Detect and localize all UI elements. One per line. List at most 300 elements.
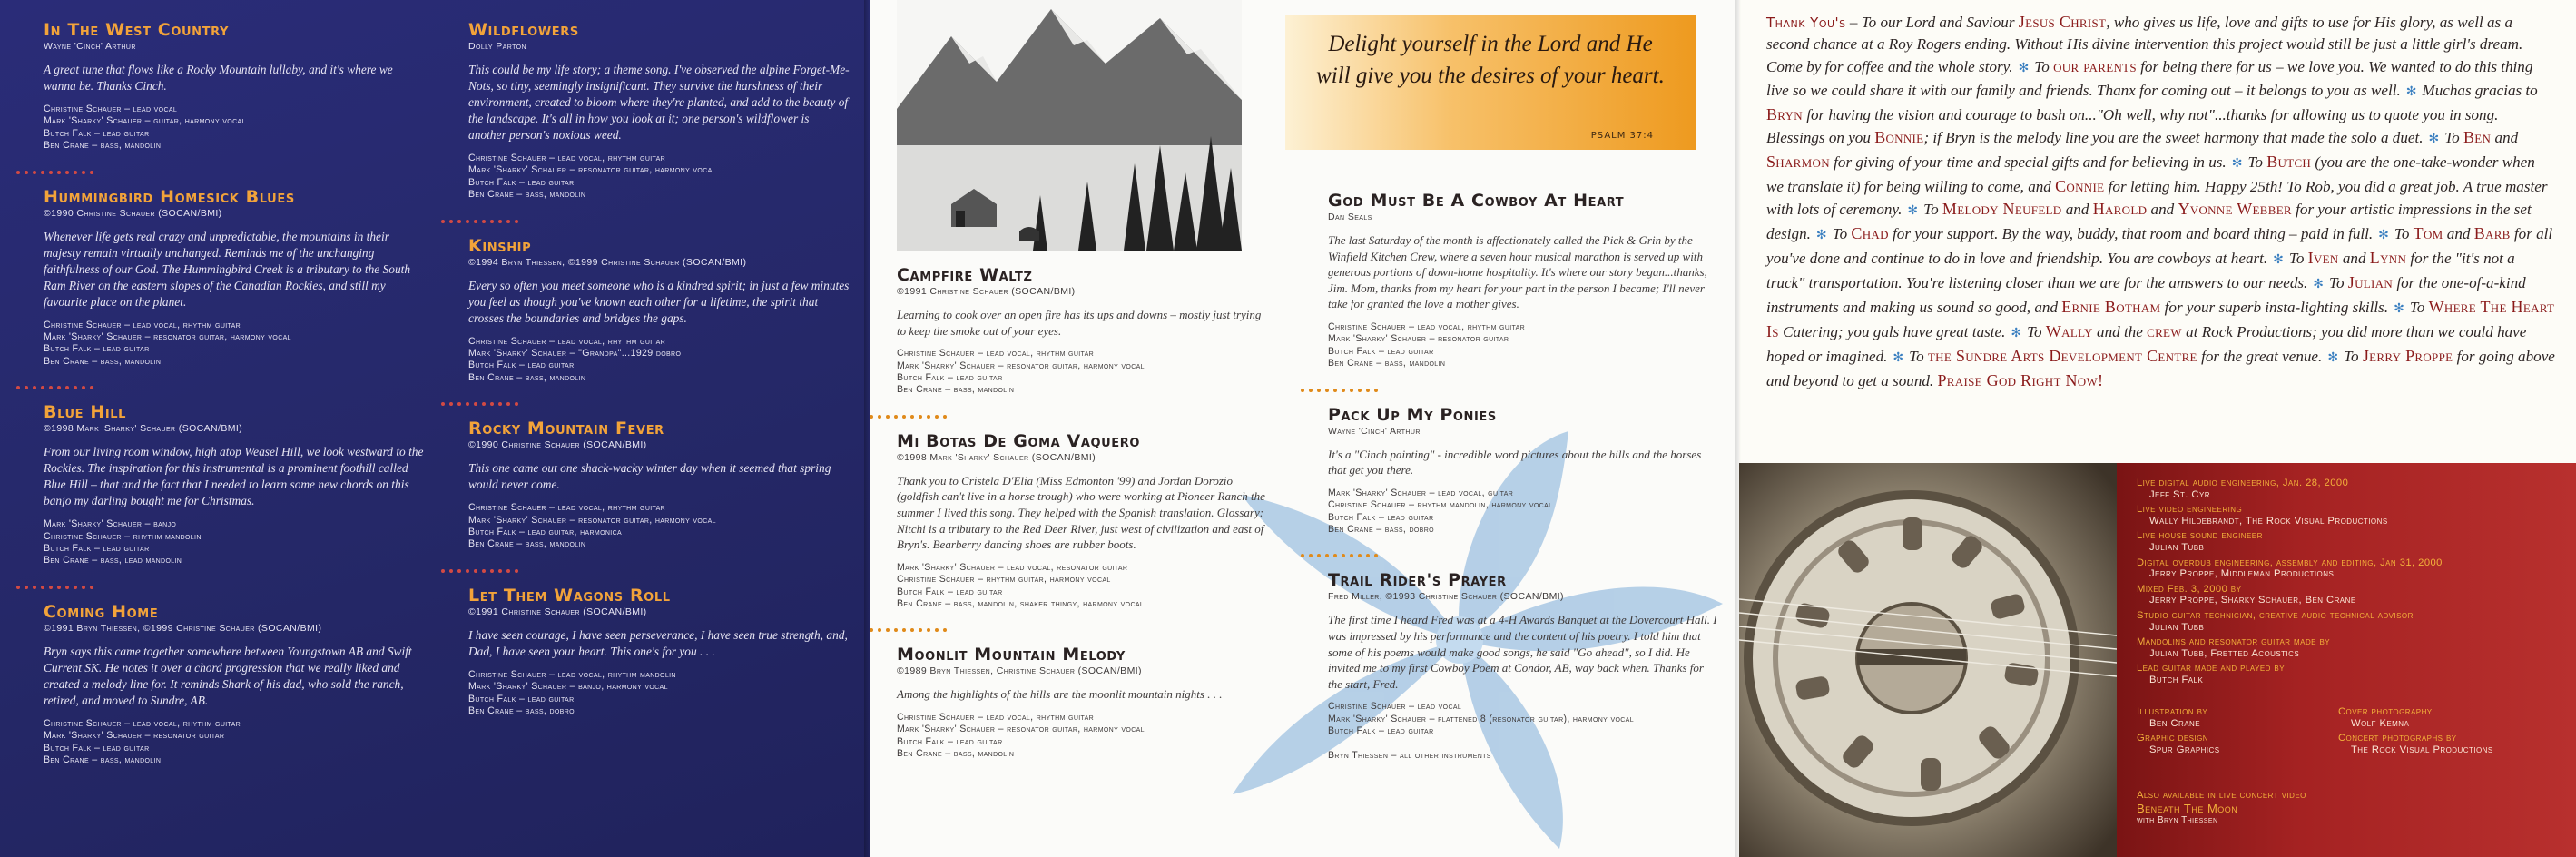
thanks-text: To xyxy=(2027,323,2046,340)
song-lineup xyxy=(897,712,1269,761)
divider-dot xyxy=(1301,554,1304,557)
song-title: Moonlit Mountain Melody xyxy=(897,645,1126,665)
divider-dot xyxy=(449,220,453,223)
divider-dot xyxy=(82,386,85,389)
dotted-divider xyxy=(16,378,425,392)
song-description: From our living room window, high atop Weasel Hill, we look westward to the Rockies. The inspiration for this instrumental is a prominent foothill called Blue Hill – that and the fact that I needed to learn some new chords on this banjo my darling bought me for Christmas. xyxy=(44,445,424,508)
lineup-line: Butch Falk – lead guitar xyxy=(897,372,1003,383)
divider-dot xyxy=(1317,554,1321,557)
divider-dot xyxy=(1366,554,1370,557)
song-block xyxy=(1328,570,1718,762)
snowflake-icon: ✻ xyxy=(2394,302,2404,316)
navy-liner-panel xyxy=(0,0,870,857)
divider-dot xyxy=(1309,554,1313,557)
lineup-line: Christine Schauer – rhythm guitar, harmony vocal xyxy=(897,574,1111,586)
divider-dot xyxy=(498,569,502,573)
lineup-line: Christine Schauer – lead vocal, rhythm guitar xyxy=(897,348,1095,360)
thanked-name: Harold xyxy=(2092,200,2148,218)
thanks-text: for the "it's not a truck" transportation. You're listening closer than we are for the amswers to our needs. xyxy=(1766,250,2515,291)
song-description: This one came out one shack-wacky winter day when it seemed that spring would never come. xyxy=(468,461,831,492)
song-title: God Must Be A Cowboy At Heart xyxy=(1328,191,1625,211)
verse-reference: PSALM 37:4 xyxy=(1590,131,1654,141)
thanked-name: crew xyxy=(2147,322,2182,340)
credit-name: Julian Tubb, Fretted Acoustics xyxy=(2149,647,2300,659)
thanks-text: and xyxy=(2443,225,2474,242)
thanks-text: for going above and beyond to get a sound. xyxy=(1766,348,2555,389)
lineup-line: Butch Falk – lead guitar xyxy=(44,742,150,754)
dotted-divider xyxy=(16,577,425,592)
song-description: I have seen courage, I have seen perseverance, I have seen true strength, and, Dad, I have seen your heart. This one's for you . . . xyxy=(468,627,848,658)
divider-dot xyxy=(33,586,36,589)
thanked-name: our parents xyxy=(2053,57,2137,75)
divider-dot xyxy=(25,586,28,589)
divider-dot xyxy=(1374,389,1378,392)
thanks-text: (you are the one-take-wonder when we translate it) for being willing to come, and xyxy=(1766,153,2535,195)
song-title: Blue Hill xyxy=(44,402,127,423)
thanked-name: Jerry Proppe xyxy=(2362,347,2453,365)
lineup-line: Ben Crane – bass, mandolin xyxy=(897,384,1015,396)
lineup-line: Butch Falk – lead guitar xyxy=(44,127,150,139)
thanked-name: Connie xyxy=(2055,177,2105,195)
lineup-line: Ben Crane – bass, mandolin xyxy=(468,189,586,201)
lineup-line: Mark 'Sharky' Schauer – banjo xyxy=(44,518,177,530)
divider-dot xyxy=(482,569,486,573)
thank-you-heading: Thank You's xyxy=(1766,15,1846,31)
snowflake-icon: ✻ xyxy=(2378,229,2389,242)
divider-dot xyxy=(441,220,445,223)
thanked-name: Praise God Right Now! xyxy=(1937,371,2104,389)
divider-dot xyxy=(1333,389,1337,392)
thanks-text: To xyxy=(2344,348,2363,365)
lineup-line: Christine Schauer – rhythm mandolin, harmony vocal xyxy=(1328,499,1553,511)
lineup-line: Butch Falk – lead guitar xyxy=(468,360,575,371)
lineup-line: Mark 'Sharky' Schauer – resonator guitar xyxy=(1328,333,1509,345)
snowflake-icon: ✻ xyxy=(2405,85,2417,99)
thanked-name: Sharmon xyxy=(1766,153,1830,171)
divider-dot xyxy=(57,586,61,589)
dotted-divider xyxy=(870,407,1269,421)
song-description: Every so often you meet someone who is a kindred spirit; in just a few minutes you feel as though you've known each other for a lifetime, the spirit that crosses the boundaries and bridges the gaps. xyxy=(468,278,850,325)
divider-dot xyxy=(16,386,20,389)
thanked-name: Bonnie xyxy=(1874,128,1924,146)
lineup-line: Mark 'Sharky' Schauer – resonator guitar, harmony vocal xyxy=(468,514,716,526)
song-lineup xyxy=(468,153,850,202)
snowflake-icon: ✻ xyxy=(2327,351,2339,365)
thanked-name: Yvonne Webber xyxy=(2178,200,2292,218)
divider-dot xyxy=(902,415,906,419)
song-lineup xyxy=(897,348,1269,397)
lineup-line: Butch Falk – lead guitar xyxy=(468,176,575,188)
divider-dot xyxy=(49,586,53,589)
lineup-line: Ben Crane – bass, dobro xyxy=(1328,524,1434,535)
divider-dot xyxy=(886,628,890,632)
song-description: Thank you to Cristela D'Elia (Miss Edmonton '99) and Jordan Dorozio (goldfish can't live in a horse trough) who were working at Pioneer Ranch the summer I lived this song. They helped with the Spanish translation. Glossary: Nitchi is a tributary to the Red Deer River, just west of civilization and east of Bryn's. Bearberry dancing shoes are rubber boots. xyxy=(897,473,1265,552)
divider-dot xyxy=(1350,389,1353,392)
lineup-line: Ben Crane – bass, mandolin, shaker thingy, harmony vocal xyxy=(897,598,1145,609)
thanked-name: Wally xyxy=(2045,322,2093,340)
credit-role: Live digital audio engineering, Jan. 28, 2000 xyxy=(2137,478,2349,488)
divider-dot xyxy=(1317,389,1321,392)
thanks-text: for your support. By the way, buddy, that room and board thing – paid in full. xyxy=(1888,225,2374,242)
credit-role: Mandolins and resonator guitar made by xyxy=(2137,636,2331,648)
divider-dot xyxy=(33,171,36,174)
thanks-text: To xyxy=(1923,201,1942,218)
lineup-line: Christine Schauer – lead vocal xyxy=(44,103,178,114)
lineup-line: Christine Schauer – lead vocal, rhythm guitar xyxy=(468,502,666,514)
divider-dot xyxy=(457,220,461,223)
divider-dot xyxy=(482,402,486,406)
divider-dot xyxy=(441,402,445,406)
song-description: Learning to cook over an open fire has its ups and downs – mostly just trying to keep the smoke out of your eyes. xyxy=(897,308,1262,338)
lineup-line: Mark 'Sharky' Schauer – flattened 8 (resonator guitar), harmony vocal xyxy=(1328,713,1634,724)
lineup-line: Mark 'Sharky' Schauer – resonator guitar, harmony vocal xyxy=(897,360,1145,371)
divider-dot xyxy=(910,628,914,632)
song-title: Rocky Mountain Fever xyxy=(468,419,664,439)
thanks-text: for giving of your time and special gifts and for believing in us. xyxy=(1829,153,2227,171)
thanks-text: at Rock Productions; you did more than we could have hoped or imagined. xyxy=(1766,323,2527,365)
thanked-name: Julian xyxy=(2347,273,2394,291)
thanks-text: Muchas gracias to xyxy=(2422,82,2538,99)
dotted-divider xyxy=(1301,546,1718,560)
divider-dot xyxy=(90,171,93,174)
song-lineup xyxy=(44,718,425,767)
lineup-line: Mark 'Sharky' Schauer – banjo, harmony vocal xyxy=(468,681,668,693)
song-description: It's a "Cinch painting" - incredible word pictures about the hills and the horses that get you there. xyxy=(1328,447,1702,478)
thanked-name: Tom xyxy=(2413,224,2443,242)
lineup-line: Ben Crane – bass, mandolin xyxy=(44,754,162,766)
divider-dot xyxy=(1325,554,1329,557)
lineup-line: Ben Crane – bass, mandolin xyxy=(44,355,162,367)
thank-you-text xyxy=(1766,11,2556,392)
song-description: Bryn says this came together somewhere between Youngstown AB and Swift Current SK. He notes it over a chord progression that we really liked and created a melody line for. It reminds Shark of his dad, who sold the ranch, retired, and moved to Sundre, AB. xyxy=(44,644,412,707)
song-description: This could be my life story; a theme song. I've observed the alpine Forget-Me-Nots, so tiny, seemingly insignificant. They survive the harshness of their environment, created to bloom where they're planted, and add to the beauty of the landscape. It's all in how you look at it; one person's wildflower is another person's noxious weed. xyxy=(468,63,850,142)
thanks-text: To xyxy=(2288,250,2308,267)
lineup-line: Christine Schauer – rhythm mandolin xyxy=(44,530,202,542)
credit-name: Wally Hildebrandt, The Rock Visual Productions xyxy=(2149,515,2388,527)
credit-role: Illustration by xyxy=(2137,706,2208,717)
song-title: Hummingbird Homesick Blues xyxy=(44,186,295,207)
divider-dot xyxy=(1358,389,1362,392)
thanks-text: and xyxy=(2491,129,2519,146)
divider-dot xyxy=(449,569,453,573)
song-credit: Fred Miller, ©1993 Christine Schauer (SOCAN/BMI) xyxy=(1328,591,1564,603)
thanks-text: and xyxy=(2061,201,2093,218)
lineup-line: Christine Schauer – lead vocal, rhythm guitar xyxy=(44,319,241,330)
song-lineup xyxy=(1328,488,1718,537)
divider-dot xyxy=(490,220,494,223)
lineup-line: Christine Schauer – lead vocal, rhythm guitar xyxy=(1328,320,1526,332)
divider-dot xyxy=(457,569,461,573)
divider-dot xyxy=(49,171,53,174)
lineup-line: Butch Falk – lead guitar xyxy=(897,586,1003,597)
dotted-divider xyxy=(16,163,425,177)
credit-role: Studio guitar technician, creative audio technical advisor xyxy=(2137,609,2414,621)
song-title: Kinship xyxy=(468,235,532,256)
song-block xyxy=(468,236,850,385)
divider-dot xyxy=(441,569,445,573)
snowflake-icon: ✻ xyxy=(2018,62,2030,75)
white-liner-panel xyxy=(870,0,1739,857)
divider-dot xyxy=(90,386,93,389)
thanks-text: for your artistic impressions in the set design. xyxy=(1766,201,2532,242)
thanks-text: To xyxy=(2444,129,2463,146)
song-lineup xyxy=(44,518,425,567)
credits-grid-left xyxy=(2137,706,2345,759)
thanks-text: for letting him. Happy 25th! To Rob, you did a great job. A true master with lots of ceremony. xyxy=(1766,178,2548,218)
lineup-line: Butch Falk – lead guitar xyxy=(44,343,150,355)
scripture-verse-box xyxy=(1285,15,1696,150)
thanked-name: Barb xyxy=(2473,224,2511,242)
divider-dot xyxy=(894,415,898,419)
navy-column-left xyxy=(44,20,425,767)
lineup-line: Butch Falk – lead guitar xyxy=(1328,345,1434,357)
thanks-text: for having the vision and courage to bash on..."Oh well, why not"...thanks for allowing us to quote you in song. Blessings on you xyxy=(1766,106,2499,146)
song-title: Trail Rider's Prayer xyxy=(1328,570,1507,591)
divider-dot xyxy=(49,386,53,389)
lineup-line: Mark 'Sharky' Schauer – resonator guitar, harmony vocal xyxy=(897,724,1145,735)
dotted-divider xyxy=(441,394,850,409)
lineup-line: Christine Schauer – lead vocal, rhythm guitar xyxy=(897,712,1095,723)
divider-dot xyxy=(515,402,518,406)
song-title: Pack Up My Ponies xyxy=(1328,404,1497,425)
song-description: Whenever life gets real crazy and unpredictable, the mountains in their majesty remain virtually unchanged. Reminds me of the unchanging faithfulness of our God. The Hummingbird Creek is a tributary to the South Ram River on the eastern slopes of the Canadian Rockies, and still my favourite place on the planet. xyxy=(44,229,411,309)
song-credit: Dan Seals xyxy=(1328,212,1372,222)
lineup-line: Bryn Thiessen – all other instruments xyxy=(1328,750,1491,761)
white-column-right xyxy=(1328,191,1718,762)
snowflake-icon: ✻ xyxy=(1893,351,1904,365)
thanks-text: for all you've done and continue to do in love and friendship. You are cowboys at heart. xyxy=(1766,225,2553,267)
thanks-text: To xyxy=(2394,225,2414,242)
song-lineup xyxy=(1328,321,1718,370)
mountain-cabin-sketch xyxy=(897,0,1242,251)
divider-dot xyxy=(1301,389,1304,392)
song-credit: Dolly Parton xyxy=(468,41,526,52)
divider-dot xyxy=(919,628,922,632)
credit-name: Ben Crane xyxy=(2149,717,2201,729)
divider-dot xyxy=(870,415,873,419)
lineup-line: Mark 'Sharky' Schauer – resonator guitar, harmony vocal xyxy=(468,164,716,176)
song-description: The first time I heard Fred was at a 4-H Awards Banquet at the Dovercourt Hall. I was impressed by his performance and the content of his poetry. I told him that some of his poems would make good songs, he said "Go ahead", so I did. He invited me to my first Cowboy Poem at Condor, AB, way back when. Thanks for the start, Fred. xyxy=(1328,613,1717,691)
divider-dot xyxy=(927,628,930,632)
divider-dot xyxy=(919,415,922,419)
song-lineup xyxy=(468,669,850,718)
thanks-text: for being there for us – we love you. We wanted to do this thing live so we could share it with our family and friends. Thanx for coming out – it belongs to you as well. xyxy=(1766,58,2533,99)
credit-role: Graphic design xyxy=(2137,733,2209,744)
song-block xyxy=(1328,405,1718,537)
lineup-line: Christine Schauer – lead vocal xyxy=(1328,701,1462,713)
divider-dot xyxy=(65,386,69,389)
song-title: Let Them Wagons Roll xyxy=(468,585,671,606)
lineup-line: Ben Crane – bass, mandolin xyxy=(44,140,162,152)
navy-column-right xyxy=(468,20,850,718)
thanks-credits-panel xyxy=(1739,0,2576,857)
credit-role: Live video engineering xyxy=(2137,504,2243,516)
divider-dot xyxy=(457,402,461,406)
lineup-line: Christine Schauer – lead vocal, rhythm mandolin xyxy=(468,668,676,680)
snowflake-icon: ✻ xyxy=(2273,253,2284,267)
divider-dot xyxy=(935,628,939,632)
lineup-line: Butch Falk – lead guitar xyxy=(1328,725,1434,737)
credits-grid-right xyxy=(2338,706,2574,759)
divider-dot xyxy=(82,171,85,174)
song-credit: Wayne 'Cinch' Arthur xyxy=(1328,425,1421,437)
credit-name: Julian Tubb xyxy=(2149,621,2205,633)
snowflake-icon: ✻ xyxy=(1815,229,1827,242)
snowflake-icon: ✻ xyxy=(2231,157,2243,171)
song-credit: ©1989 Bryn Thiessen, Christine Schauer (SOCAN/BMI) xyxy=(897,665,1142,677)
divider-dot xyxy=(506,569,510,573)
song-description: Among the highlights of the hills are the moonlit mountain nights . . . xyxy=(897,687,1223,702)
thanks-text: and the xyxy=(2092,323,2148,340)
thanks-text: Catering; you gals have great taste. xyxy=(1778,323,2006,340)
song-block xyxy=(44,602,425,767)
thanked-name: Butch xyxy=(2266,153,2312,171)
divider-dot xyxy=(474,569,477,573)
divider-dot xyxy=(1358,554,1362,557)
divider-dot xyxy=(33,386,36,389)
credit-name: Jeff St. Cyr xyxy=(2149,488,2210,500)
thanks-text: and xyxy=(2147,201,2178,218)
song-title: Mi Botas De Goma Vaquero xyxy=(897,430,1141,451)
song-credit: ©1991 Christine Schauer (SOCAN/BMI) xyxy=(468,606,647,617)
song-lineup xyxy=(897,562,1269,611)
verse-text: Delight yourself in the Lord and He will give you the desires of your heart. xyxy=(1316,32,1665,88)
divider-dot xyxy=(466,569,469,573)
song-credit: ©1991 Christine Schauer (SOCAN/BMI) xyxy=(897,286,1076,297)
divider-dot xyxy=(466,402,469,406)
concert-note: Also available in live concert video xyxy=(2137,790,2306,801)
thanks-text: ; if Bryn is the melody line you are the sweet harmony that made the solo a duet. xyxy=(1923,129,2424,146)
divider-dot xyxy=(16,171,20,174)
song-credit: ©1991 Bryn Thiessen, ©1999 Christine Schauer (SOCAN/BMI) xyxy=(44,622,322,634)
dotted-divider xyxy=(1301,380,1718,395)
song-lineup xyxy=(468,336,850,385)
lineup-line: Mark 'Sharky' Schauer – guitar, harmony vocal xyxy=(44,115,246,127)
thanks-text: – To our Lord and Saviour xyxy=(1845,14,2019,31)
credit-name: Wolf Kemna xyxy=(2351,717,2410,729)
song-title: Campfire Waltz xyxy=(897,265,1033,285)
divider-dot xyxy=(878,628,881,632)
divider-dot xyxy=(16,586,20,589)
divider-dot xyxy=(74,386,77,389)
lineup-line: Butch Falk – lead guitar xyxy=(897,735,1003,747)
thanked-name: Chad xyxy=(1851,224,1889,242)
snowflake-icon: ✻ xyxy=(2313,278,2325,291)
thanks-text: for the one-of-a-kind instruments and making us sound so good, and xyxy=(1766,274,2526,316)
divider-dot xyxy=(515,569,518,573)
divider-dot xyxy=(886,415,890,419)
song-block xyxy=(1328,191,1718,370)
concert-with: with Bryn Thiessen xyxy=(2137,814,2218,825)
divider-dot xyxy=(490,569,494,573)
lineup-line: Ben Crane – bass, mandolin xyxy=(1328,358,1446,369)
divider-dot xyxy=(74,586,77,589)
song-credit: Wayne 'Cinch' Arthur xyxy=(44,41,136,52)
lineup-line: Mark 'Sharky' Schauer – lead vocal, resonator guitar xyxy=(897,561,1128,573)
dotted-divider xyxy=(441,212,850,226)
divider-dot xyxy=(41,386,44,389)
song-block xyxy=(44,402,425,567)
thanks-text: To xyxy=(2409,299,2429,316)
credit-role: Cover photography xyxy=(2338,706,2433,717)
lineup-line: Ben Crane – bass, mandolin xyxy=(468,371,586,383)
dotted-divider xyxy=(441,561,850,576)
thanks-text: , who gives us life, love and gifts to use for His glory, as well as a second chance at a Roy Rogers ending. Without His divine intervention this project would still be just a little girl's dream. Come by for coffee and the whole story. xyxy=(1766,14,2523,75)
divider-dot xyxy=(498,220,502,223)
credit-name: The Rock Visual Productions xyxy=(2351,744,2493,755)
divider-dot xyxy=(449,402,453,406)
lineup-line: Butch Falk – lead guitar, harmonica xyxy=(468,527,623,538)
production-credits-box xyxy=(2117,463,2576,857)
divider-dot xyxy=(82,586,85,589)
song-credit: ©1994 Bryn Thiessen, ©1999 Christine Schauer (SOCAN/BMI) xyxy=(468,256,747,268)
thanked-name: Iven xyxy=(2307,249,2339,267)
song-description: A great tune that flows like a Rocky Mountain lullaby, and it's where we wanna be. Thanks Cinch. xyxy=(44,63,393,93)
snowflake-icon: ✻ xyxy=(1907,204,1919,218)
credit-role: Live house sound engineer xyxy=(2137,530,2263,542)
divider-dot xyxy=(57,386,61,389)
lineup-line xyxy=(1328,738,1718,750)
lineup-line: Butch Falk – lead guitar xyxy=(468,693,575,704)
divider-dot xyxy=(474,402,477,406)
credit-role: Lead guitar made and played by xyxy=(2137,663,2285,675)
song-block xyxy=(897,645,1269,760)
thanks-text: for the great venue. xyxy=(2197,348,2323,365)
divider-dot xyxy=(466,220,469,223)
divider-dot xyxy=(74,171,77,174)
concert-video-note xyxy=(2137,790,2306,830)
divider-dot xyxy=(41,171,44,174)
divider-dot xyxy=(25,386,28,389)
divider-dot xyxy=(1374,554,1378,557)
credit-name: Spur Graphics xyxy=(2149,744,2220,755)
white-column-left xyxy=(897,265,1269,761)
song-lineup xyxy=(44,103,425,153)
divider-dot xyxy=(1325,389,1329,392)
credit-name: Jerry Proppe, Sharky Schauer, Ben Crane xyxy=(2149,595,2356,606)
divider-dot xyxy=(490,402,494,406)
snowflake-icon: ✻ xyxy=(2011,327,2022,340)
divider-dot xyxy=(1342,554,1345,557)
divider-dot xyxy=(943,415,947,419)
divider-dot xyxy=(65,171,69,174)
thanked-name: Ernie Botham xyxy=(2061,298,2161,316)
thanks-text: To xyxy=(1909,348,1928,365)
divider-dot xyxy=(870,628,873,632)
divider-dot xyxy=(41,586,44,589)
song-block xyxy=(468,20,850,202)
divider-dot xyxy=(90,586,93,589)
song-credit: ©1990 Christine Schauer (SOCAN/BMI) xyxy=(468,439,647,451)
song-block xyxy=(468,419,850,551)
lineup-line: Butch Falk – lead guitar xyxy=(1328,511,1434,523)
song-block xyxy=(44,20,425,153)
song-title: Wildflowers xyxy=(468,20,579,40)
dotted-divider xyxy=(870,620,1269,635)
lineup-line: Ben Crane – bass, mandolin xyxy=(468,538,586,550)
thanked-name: Bryn xyxy=(1766,105,1803,123)
song-credit: ©1990 Christine Schauer (SOCAN/BMI) xyxy=(44,207,222,219)
credit-role: Concert photographs by xyxy=(2338,733,2457,744)
thanks-text: To xyxy=(2247,153,2267,171)
divider-dot xyxy=(1309,389,1313,392)
lineup-line: Mark 'Sharky' Schauer – resonator guitar, harmony vocal xyxy=(44,331,291,343)
song-block xyxy=(897,431,1269,611)
thanks-text: To xyxy=(2034,58,2054,75)
resonator-guitar-photo xyxy=(1739,463,2117,857)
thanks-text: To xyxy=(2329,274,2348,291)
lineup-line: Mark 'Sharky' Schauer – lead vocal, guitar xyxy=(1328,487,1514,498)
